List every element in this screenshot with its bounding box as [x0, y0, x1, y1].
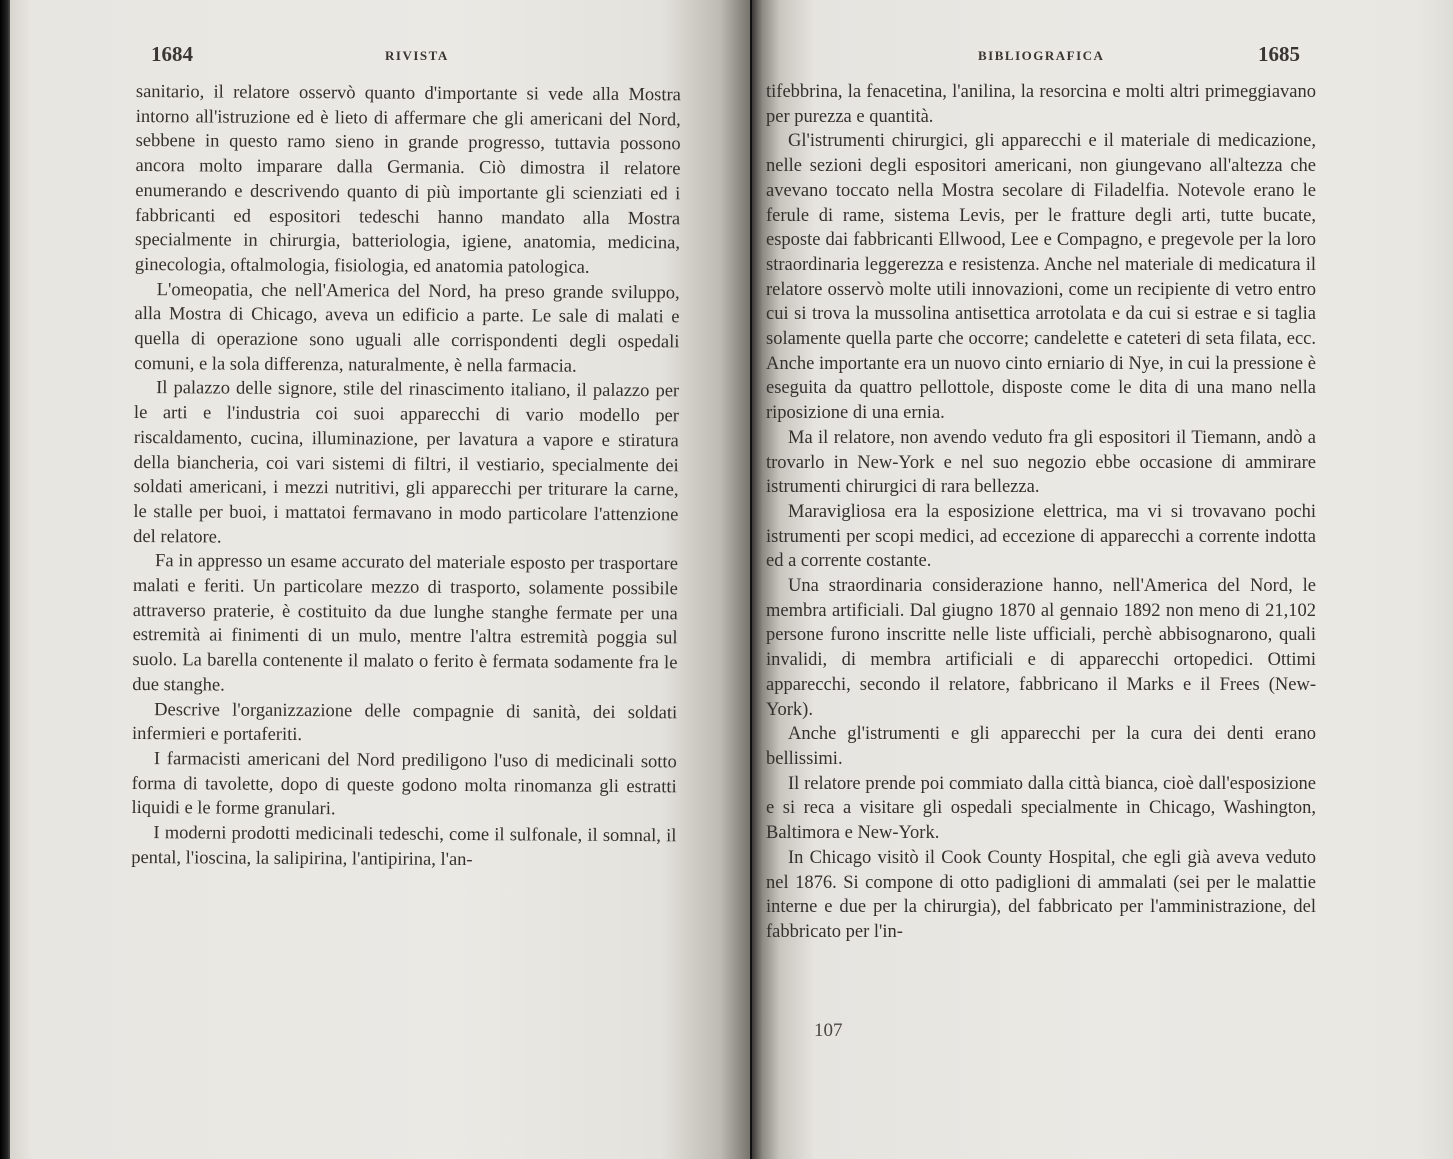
paragraph: Maravigliosa era la esposizione elettrica, ma vi si trovavano pochi istrumenti per scopi medici, ad eccezione di apparecchi a corrente indotta ed a corrente costante. [766, 501, 1316, 572]
paragraph: Ma il relatore, non avendo veduto fra gli espositori il Tiemann, andò a trovarlo in New-York e nel suo negozio ebbe occasione di ammirare istrumenti chirurgici di rara bellezza. [766, 427, 1316, 498]
paragraph: L'omeopatia, che nell'America del Nord, ha preso grande sviluppo, alla Mostra di Chicago, aveva un edificio a parte. Le sale di malati e quella di operazione sono uguali alle corrispondenti degli ospedali comuni, e la sola differenza, naturalmente, è nella farmacia. [134, 279, 680, 377]
left-page-text [131, 80, 681, 874]
paragraph: Anche gl'istrumenti e gli apparecchi per la cura dei denti erano bellissimi. [766, 724, 1316, 769]
paragraph: Il relatore prende poi commiato dalla città bianca, cioè dall'esposizione e si reca a visitare gli ospedali specialmente in Chicago, Washington, Baltimora e New-York. [766, 773, 1316, 844]
paragraph: I farmacisti americani del Nord prediligono l'uso di medicinali sotto forma di tavolette, dopo di queste godono molta rinomanza gli estratti liquidi e le forme granulari. [131, 749, 677, 820]
paragraph: I moderni prodotti medicinali tedeschi, come il sulfonale, il somnal, il pental, l'ioscina, la salipirina, l'antipirina, l'an- [131, 823, 677, 870]
running-head-left: RIVISTA [385, 48, 449, 63]
paragraph: Gl'istrumenti chirurgici, gli apparecchi e il materiale di medicazione, nelle sezioni degli espositori americani, non giungevano all'altezza che avevano toccato nella Mostra secolare di Filadelfia. Notevole erano le ferule di rame, sistema Levis, per le fratture degli arti, tutte bucate, esposte dai fabbricanti Ellwood, Lee e Compagno, e pregevole per la loro straordinaria leggerezza e resistenza. Anche nel materiale di medicatura il relatore osservò molte utili innovazioni, come un recipiente di vetro entro cui si trova la mussolina antisettica arrotolata e da cui si estrae e si taglia solamente quella parte che occorre; candelette e cateteri di seta filata, ecc. Anche importante era un nuovo cinto erniario di Nye, in cui la pressione è eseguita da quattro pellottole, disposte come le dita di una mano nella riposizione di una ernia. [766, 131, 1316, 424]
paragraph: sanitario, il relatore osservò quanto d'importante si vede alla Mostra intorno all'istruzione ed è lieto di affermare che gli americani del Nord, sebbene in questo ramo sieno in grande progresso, tuttavia possono ancora molto imparare dalla Germania. Ciò dimostra il relatore enumerando e descrivendo quanto di più importante gli scienziati ed i fabbricanti ed espositori tedeschi hanno mandato alla Mostra specialmente in chirurgia, batteriologia, igiene, anatomia, medicina, ginecologia, oftalmologia, fisiologia, ed anatomia patologica. [134, 81, 681, 278]
left-page [10, 0, 750, 1159]
right-page [752, 0, 1453, 1159]
page-number-right: 1685 [1258, 42, 1300, 66]
paragraph: Il palazzo delle signore, stile del rinascimento italiano, il palazzo per le arti e l'industria coi suoi apparecchi di vario modello per riscaldamento, cucina, illuminazione, per lavatura a vapore e stiratura della biancheria, coi vari sistemi di filtri, il vestiario, specialmente dei soldati americani, i mezzi nutritivi, gli apparecchi per triturare la carne, le stalle per buoi, i mattatoi fermavano in modo particolare l'attenzione del relatore. [133, 378, 680, 548]
paragraph: tifebbrina, la fenacetina, l'anilina, la resorcina e molti altri primeggiavano per purezza e quantità. [766, 82, 1316, 127]
paragraph: Fa in appresso un esame accurato del materiale esposto per trasportare malati e feriti. Un particolare mezzo di trasporto, solamente possibile attraverso praterie, è costituito da due lunghe stanghe fermate per una estremità ai finimenti di un mulo, mentre l'altra estremità poggia sul suolo. La barella contenente il malato o ferito è fermata sodamente fra le due stanghe. [132, 551, 679, 696]
paragraph: Descrive l'organizzazione delle compagnie di sanità, dei soldati infermieri e portaferiti. [131, 699, 678, 746]
paragraph: Una straordinaria considerazione hanno, nell'America del Nord, le membra artificiali. Dal giugno 1870 al gennaio 1892 non meno di 21,102 persone furono inscritte nelle liste ufficiali, perchè abbisognarono, quali invalidi, di membra artificiali e di apparecchi ortopedici. Ottimi apparecchi, secondo il relatore, fabbricano il Marks e il Frees (New-York). [766, 576, 1316, 720]
signature-mark: 107 [814, 1020, 843, 1041]
page-number-left: 1684 [151, 42, 193, 66]
running-head-right: BIBLIOGRAFICA [978, 48, 1105, 63]
paragraph: In Chicago visitò il Cook County Hospital, che egli già aveva veduto nel 1876. Si compone di otto padiglioni di ammalati (sei per le malattie interne e due per la chirurgia), del fabbricato per l'amministrazione, del fabbricato per l'in- [766, 847, 1316, 942]
right-page-text [766, 80, 1316, 945]
